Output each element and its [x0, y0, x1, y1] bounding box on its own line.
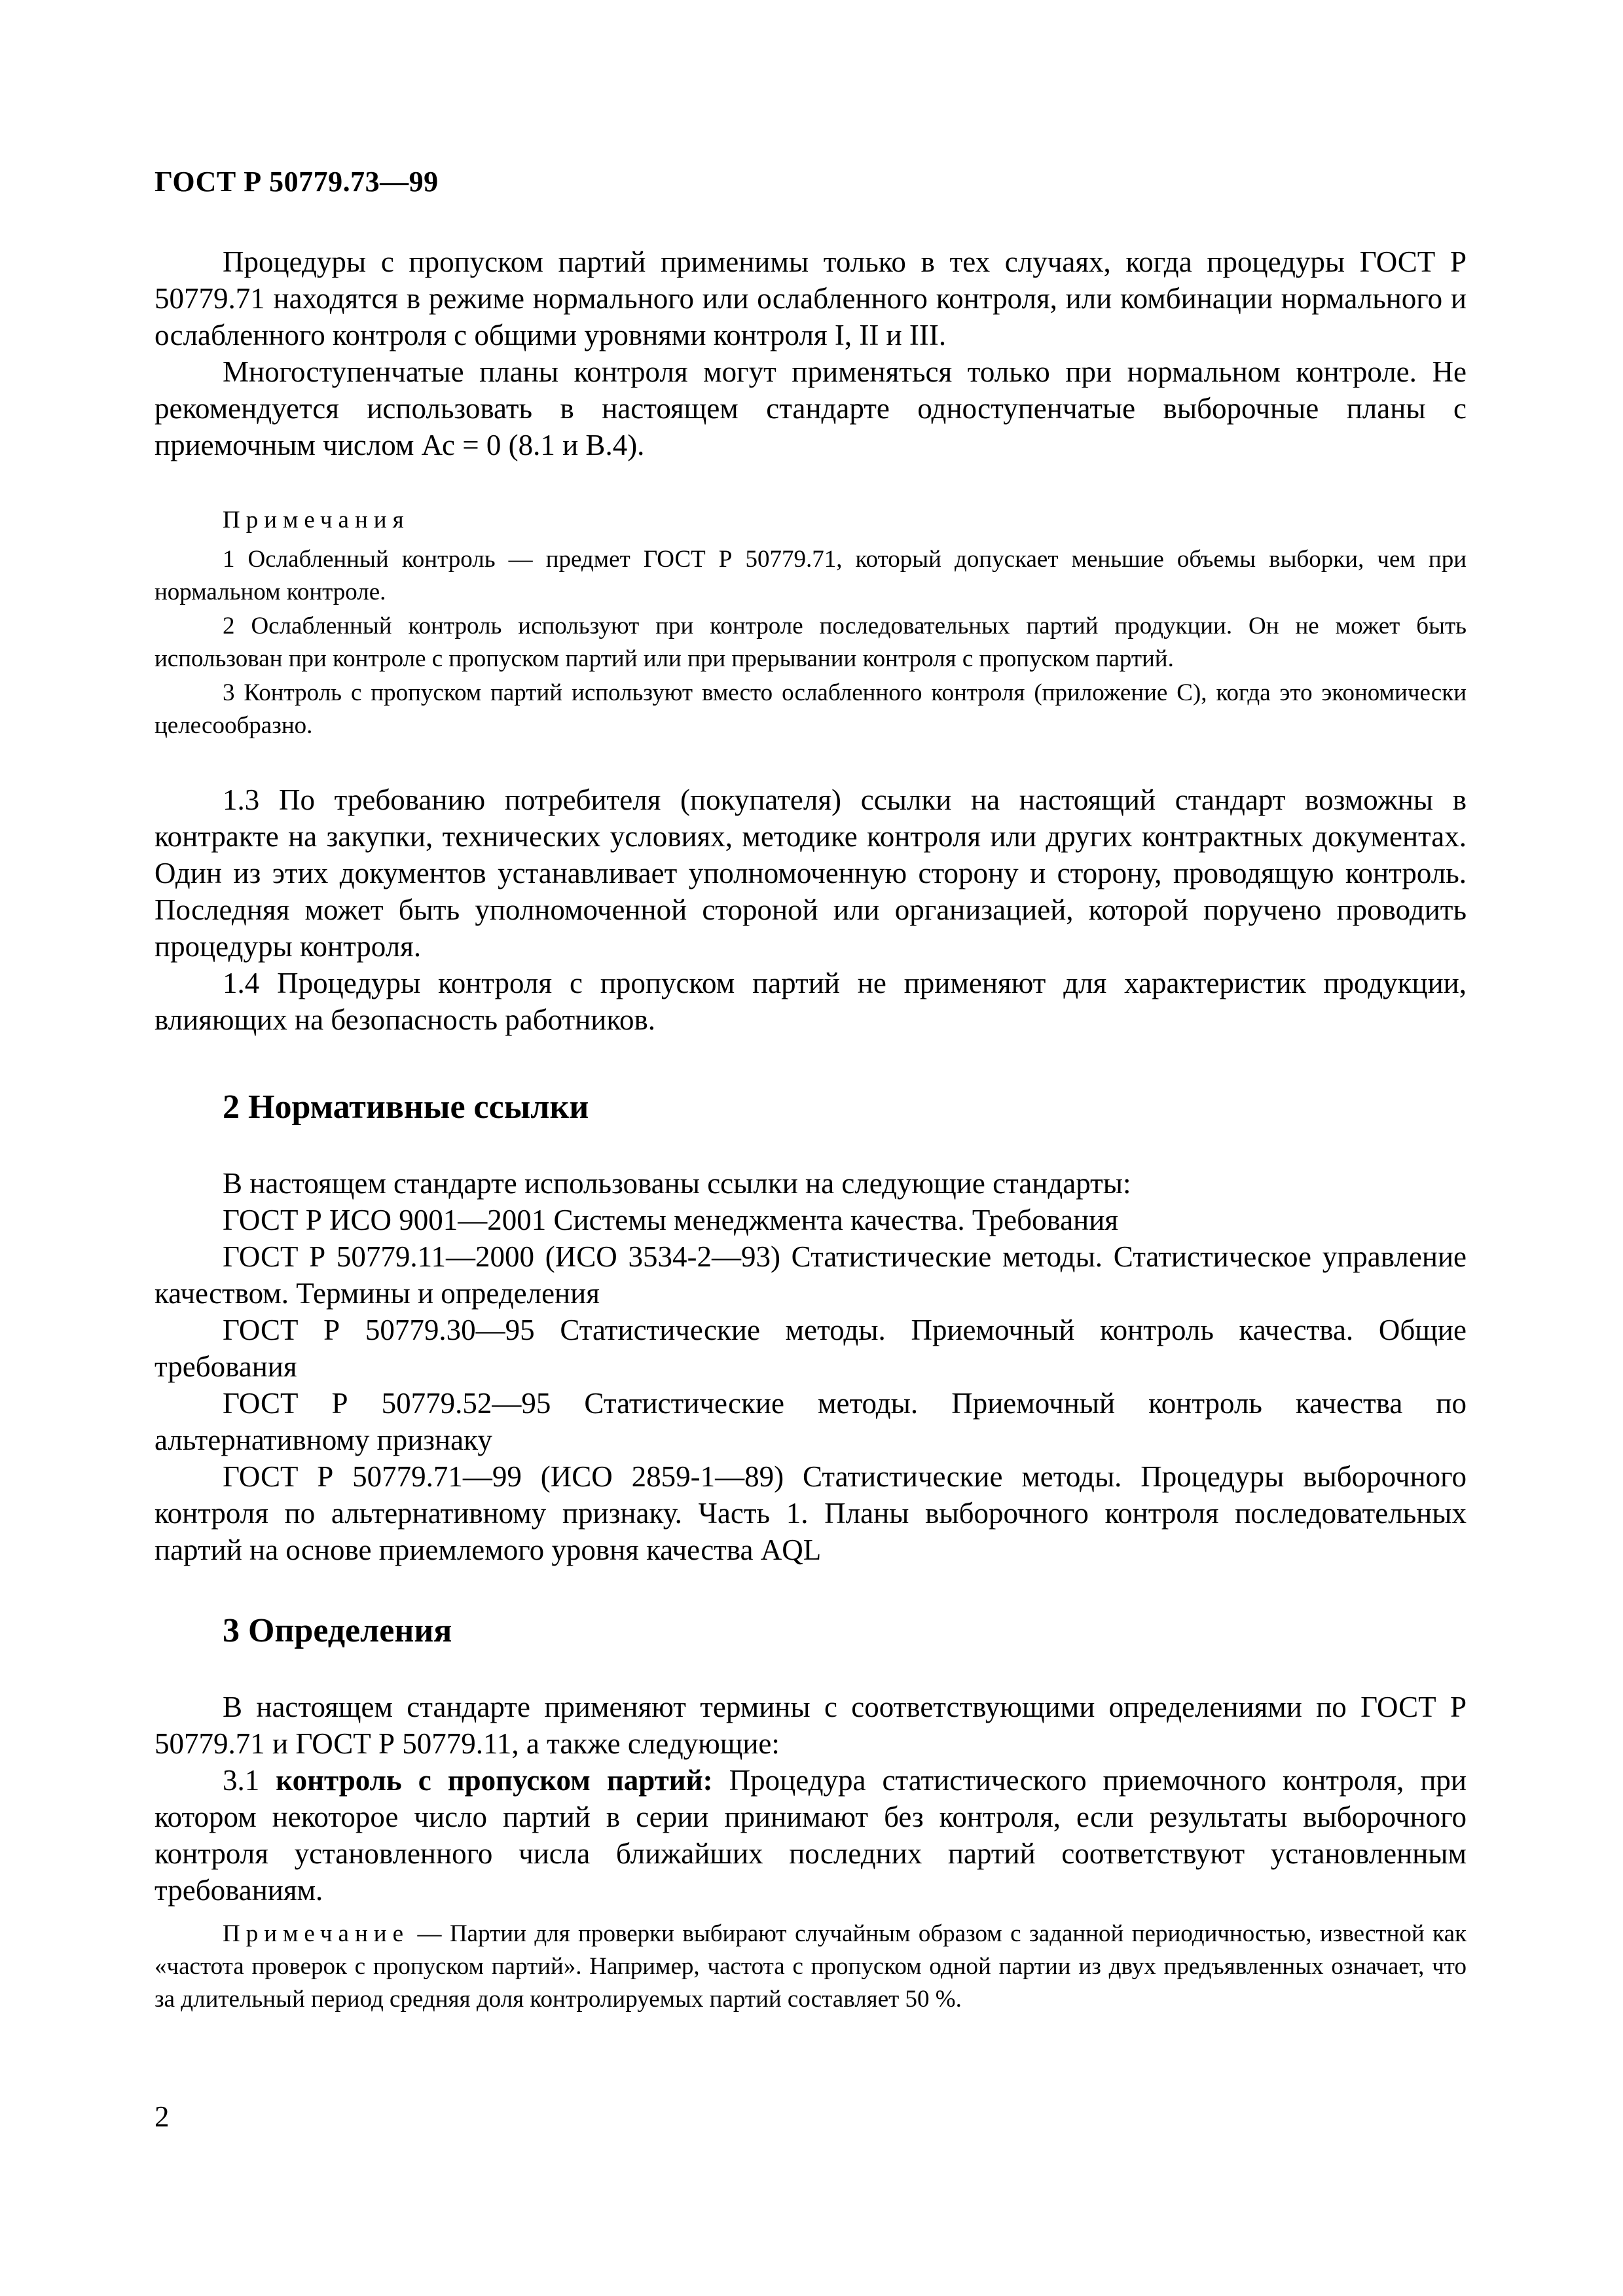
- definition-note: [155, 1918, 1467, 2016]
- section-3-heading: 3 Определения: [223, 1612, 452, 1649]
- document-code-header: ГОСТ Р 50779.73—99: [155, 166, 439, 198]
- section-2-heading: 2 Нормативные ссылки: [223, 1088, 589, 1126]
- section-2: [155, 1086, 1467, 1128]
- reference-item-5: ГОСТ Р 50779.71—99 (ИСО 2859-1—89) Статистические методы. Процедуры выборочного контроля по альтернативному признаку. Часть 1. Планы выборочного контроля последовательных партий на основе приемлемого уровня качества AQL: [155, 1460, 1467, 1566]
- notes-title: Примечания: [223, 507, 410, 533]
- section-2-intro: В настоящем стандарте использованы ссылки на следующие стандарты:: [223, 1167, 1131, 1200]
- reference-item-1: ГОСТ Р ИСО 9001—2001 Системы менеджмента качества. Требования: [223, 1204, 1118, 1236]
- clauses-block: [155, 781, 1467, 1038]
- notes-block: [155, 504, 1467, 742]
- intro-paragraph-2: Многоступенчатые планы контроля могут применяться только при нормальном контроле. Не рекомендуется использовать в настоящем стандарте одноступенчатые выборочные планы с приемочным числом Ас = 0 (8.1 и В.4).: [155, 355, 1467, 461]
- reference-item-4: ГОСТ Р 50779.52—95 Статистические методы. Приемочный контроль качества по альтернативному признаку: [155, 1387, 1467, 1456]
- section-3: [155, 1610, 1467, 1652]
- reference-item-3: ГОСТ Р 50779.30—95 Статистические методы. Приемочный контроль качества. Общие требования: [155, 1314, 1467, 1383]
- section-3-body: [155, 1689, 1467, 2016]
- section-3-intro: В настоящем стандарте применяют термины с соответствующими определениями по ГОСТ Р 50779.71 и ГОСТ Р 50779.11, а также следующие:: [155, 1691, 1467, 1760]
- reference-item-2: ГОСТ Р 50779.11—2000 (ИСО 3534-2—93) Статистические методы. Статистическое управление качеством. Термины и определения: [155, 1240, 1467, 1310]
- intro-paragraph-1: Процедуры с пропуском партий применимы только в тех случаях, когда процедуры ГОСТ Р 50779.71 находятся в режиме нормального или ослабленного контроля, или комбинации нормального и ослабленного контроля с общими уровнями контроля I, II и III.: [155, 245, 1467, 351]
- page-number: 2: [155, 2100, 170, 2133]
- note-item-1: 1 Ослабленный контроль — предмет ГОСТ Р 50779.71, который допускает меньшие объемы выборки, чем при нормальном контроле.: [155, 546, 1467, 605]
- definition-3-1: [155, 1762, 1467, 1909]
- section-2-body: [155, 1165, 1467, 1568]
- definition-note-label: Примечание: [223, 1920, 409, 1947]
- definition-text: Процедура статистического приемочного контроля, при котором некоторое число партий в серии принимают без контроля, если результаты выборочного контроля установленного числа ближайших последних партий соответствуют установленным требованиям.: [155, 1764, 1467, 1907]
- clause-1-4: 1.4 Процедуры контроля с пропуском партий не применяют для характеристик продукции, влияющих на безопасность работников.: [155, 967, 1467, 1036]
- note-item-2: 2 Ослабленный контроль используют при контроле последовательных партий продукции. Он не может быть использован при контроле с пропуском партий или при прерывании контроля с пропуском партий.: [155, 613, 1467, 672]
- intro-block: [155, 243, 1467, 463]
- note-item-3: 3 Контроль с пропуском партий используют вместо ослабленного контроля (приложение С), когда это экономически целесообразно.: [155, 679, 1467, 739]
- definition-note-text: — Партии для проверки выбирают случайным образом с заданной периодичностью, известной как «частота проверок с пропуском партий». Например, частота с пропуском одной партии из двух предъявленных означает, что за длительный период средняя доля контролируемых партий составляет 50 %.: [155, 1920, 1467, 2013]
- definition-number: 3.1: [223, 1764, 260, 1797]
- clause-1-3: 1.3 По требованию потребителя (покупателя) ссылки на настоящий стандарт возможны в контракте на закупки, технических условиях, методике контроля или других контрактных документах. Один из этих документов устанавливает уполномоченную сторону и сторону, проводящую контроль. Последняя может быть уполномоченной стороной или организацией, которой поручено проводить процедуры контроля.: [155, 783, 1467, 963]
- definition-term: контроль с пропуском партий:: [276, 1764, 713, 1797]
